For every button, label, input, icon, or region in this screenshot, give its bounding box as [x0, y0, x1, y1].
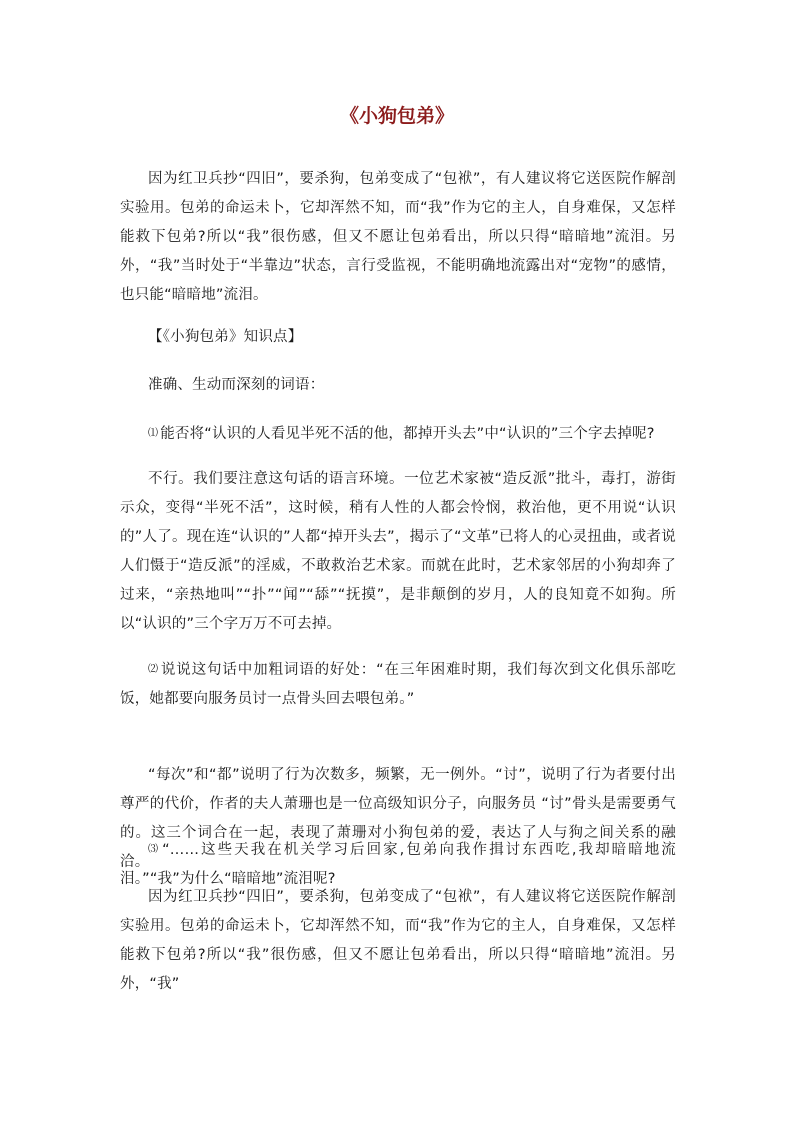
paragraph-intro: 因为红卫兵抄“四旧”，要杀狗，包弟变成了“包袱”，有人建议将它送医院作解剖实验用。包弟的命运未卜，它却浑然不知，而“我”作为它的主人，自身难保，又怎样能救下包弟?所以“我”很伤感，但又不愿让包弟看出，所以只得“暗暗地”流泪。另外，“我”当时处于“半靠边”状态，言行受监视，不能明确地流露出对“宠物”的感情，也只能“暗暗地”流泪。: [120, 171, 676, 303]
question-1-number: ⑴: [148, 428, 159, 439]
question-1: [120, 419, 676, 449]
question-2-number: ⑵: [148, 664, 159, 675]
question-2-text: 说说这句话中加粗词语的好处：“在三年困难时期，我们每次到文化俱乐部吃饭，她都要向服务员讨一点骨头回去喂包弟。”: [120, 662, 677, 707]
answer-2: “每次”和“都”说明了行为次数多，频繁，无一例外。“讨”，说明了行为者要付出尊严的代价，作者的夫人萧珊也是一位高级知识分子，向服务员 “讨”骨头是需要勇气的。这三个词合在一起，表现了萧珊对小狗包弟的爱，表达了人与狗之间关系的融洽。: [120, 767, 676, 870]
answer-3: 因为红卫兵抄“四旧”，要杀狗，包弟变成了“包袱”，有人建议将它送医院作解剖实验用。包弟的命运未卜，它却浑然不知，而“我”作为它的主人，自身难保，又怎样能救下包弟?所以“我”很伤感，但又不愿让包弟看出，所以只得“暗暗地”流泪。另外，“我”: [120, 889, 676, 992]
question-1-text: 能否将“认识的人看见半死不活的他，都掉开头去”中“认识的”三个字去掉呢?: [160, 426, 655, 442]
document-title: 《小狗包弟》: [339, 105, 454, 127]
question-2: [120, 655, 676, 714]
answer-1: 不行。我们要注意这句话的语言环境。一位艺术家被“造反派”批斗，毒打，游街示众，变得“半死不活”，这时候，稍有人性的人都会怜悯，救治他，更不用说“认识的”人了。现在连“认识的”人都“掉开头去”，揭示了“文革”已将人的心灵扭曲，或者说人们慑于“造反派”的淫威，不敢救治艺术家。而就在此时，艺术家邻居的小狗却奔了过来，“亲热地叫”“扑”“闻”“舔”“抚摸”，是非颠倒的岁月，人的良知竟不如狗。所以“认识的”三个字万万不可去掉。: [120, 471, 676, 632]
section-subheading: 准确、生动而深刻的词语：: [148, 377, 325, 393]
question-3-number: ⑶: [148, 844, 161, 855]
question-3-text: “……这些天我在机关学习后回家,包弟向我作揖讨东西吃,我却暗暗地流泪。”“我”为什么“暗暗地”流泪呢?: [120, 842, 677, 887]
section-heading: 【《小狗包弟》知识点】: [148, 329, 303, 345]
